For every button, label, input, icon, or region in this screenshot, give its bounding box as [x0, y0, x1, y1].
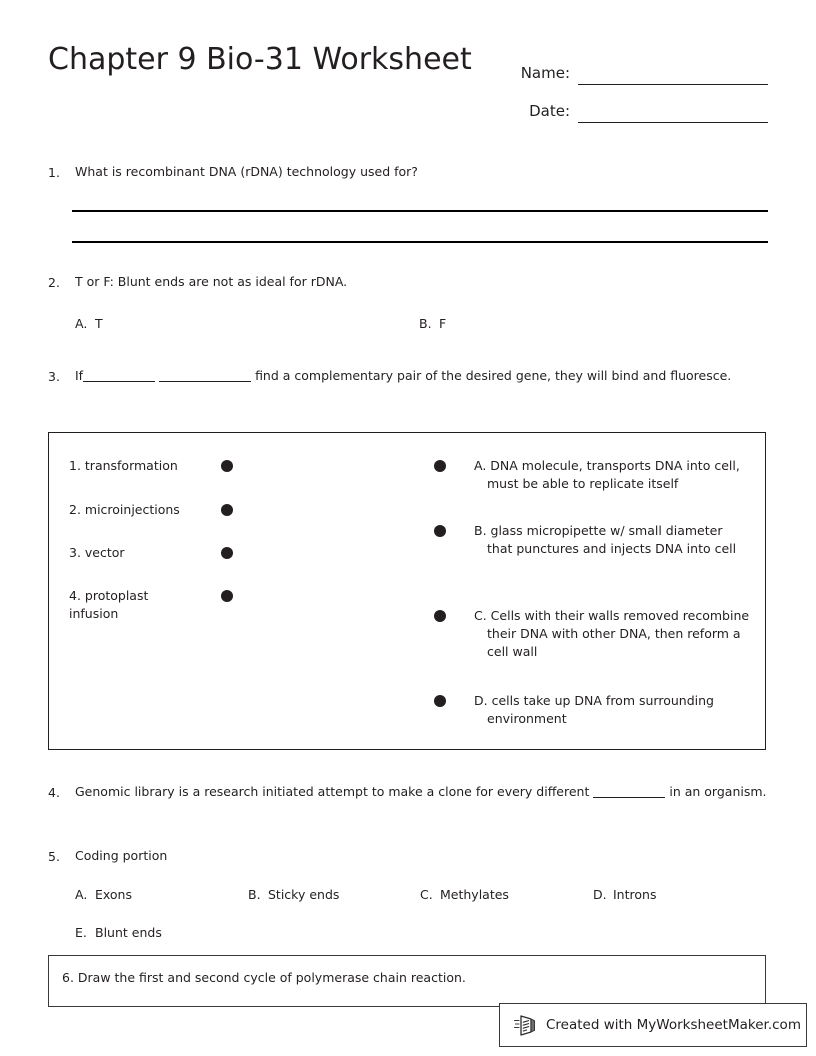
question-2-option-b[interactable]: [419, 316, 446, 331]
question-2-option-b-letter: B.: [419, 316, 432, 331]
question-5-option-a-letter: A.: [75, 887, 88, 902]
matching-left-item-3[interactable]: [69, 544, 269, 587]
question-2: [48, 273, 768, 292]
name-label: Name:: [520, 64, 570, 82]
question-1-text: What is recombinant DNA (rDNA) technology used for?: [75, 164, 418, 179]
question-1-answer-line-1[interactable]: [72, 210, 768, 212]
question-3-blank-2[interactable]: [159, 381, 251, 382]
matching-left-item-1[interactable]: [69, 457, 269, 501]
matching-right-dot-a[interactable]: [434, 460, 446, 472]
matching-right-dot-b[interactable]: [434, 525, 446, 537]
date-row: [503, 85, 768, 123]
question-2-option-b-label: F: [439, 316, 447, 331]
matching-exercise-box: [48, 432, 766, 750]
matching-left-dot-4[interactable]: [221, 590, 233, 602]
question-2-option-a-letter: A.: [75, 316, 88, 331]
question-4-text-before: Genomic library is a research initiated attempt to make a clone for every different: [75, 784, 590, 799]
question-5-option-e[interactable]: [75, 925, 162, 940]
question-4-text-after: in an organism.: [669, 784, 767, 799]
date-label: Date:: [529, 102, 570, 120]
question-5-option-a[interactable]: [75, 887, 132, 902]
matching-left-dot-2[interactable]: [221, 504, 233, 516]
question-5-option-d-letter: D.: [593, 887, 607, 902]
worksheet-maker-logo-icon: [514, 1013, 536, 1037]
matching-right-item-c-label: C. Cells with their walls removed recombine their DNA with other DNA, then reform a cell wall: [474, 608, 750, 660]
name-input-line[interactable]: [578, 62, 768, 85]
question-2-option-a-label: T: [95, 316, 103, 331]
question-6-text: 6. Draw the first and second cycle of polymerase chain reaction.: [62, 970, 466, 985]
question-6-draw-box[interactable]: [48, 955, 766, 1007]
question-3-blank-1[interactable]: [83, 381, 155, 382]
matching-left-dot-3[interactable]: [221, 547, 233, 559]
matching-left-item-2-label: 2. microinjections: [69, 502, 180, 517]
question-5-option-a-label: Exons: [95, 887, 132, 902]
matching-right-column: [426, 457, 751, 740]
matching-right-item-a-label: A. DNA molecule, transports DNA into cell, must be able to replicate itself: [474, 458, 740, 492]
question-2-option-a[interactable]: [75, 316, 103, 331]
matching-right-dot-c[interactable]: [434, 610, 446, 622]
page-title: Chapter 9 Bio-31 Worksheet: [48, 42, 472, 77]
question-5-text: Coding portion: [75, 848, 168, 863]
matching-left-item-4-label-line1: 4. protoplast: [69, 588, 149, 603]
date-input-line[interactable]: [578, 100, 768, 123]
matching-right-item-b[interactable]: [426, 522, 751, 607]
worksheet-header: [48, 42, 768, 132]
matching-right-item-a[interactable]: [426, 457, 751, 522]
matching-left-item-4-label-line2: infusion: [69, 606, 119, 622]
question-3: [48, 367, 768, 386]
question-5-option-e-letter: E.: [75, 925, 87, 940]
matching-right-item-b-label: B. glass micropipette w/ small diameter that punctures and injects DNA into cell: [474, 523, 737, 557]
question-5-option-c-letter: C.: [420, 887, 433, 902]
question-5-options: [48, 887, 768, 947]
question-2-text: T or F: Blunt ends are not as ideal for rDNA.: [75, 274, 348, 289]
matching-right-dot-d[interactable]: [434, 695, 446, 707]
matching-left-column: [69, 457, 269, 631]
matching-right-item-d[interactable]: [426, 692, 751, 740]
question-5: [48, 847, 768, 866]
created-with-badge[interactable]: [499, 1003, 807, 1047]
name-row: [503, 47, 768, 85]
question-5-option-d-label: Introns: [613, 887, 657, 902]
question-5-option-b[interactable]: [248, 887, 339, 902]
name-date-block: [503, 47, 768, 123]
created-with-badge-text: Created with MyWorksheetMaker.com: [546, 1017, 801, 1033]
question-1-answer-line-2[interactable]: [72, 241, 768, 243]
matching-left-dot-1[interactable]: [221, 460, 233, 472]
question-1-number: 1.: [48, 165, 60, 180]
matching-left-item-3-label: 3. vector: [69, 545, 125, 560]
matching-left-item-2[interactable]: [69, 501, 269, 544]
question-1: [48, 163, 768, 182]
question-2-number: 2.: [48, 275, 60, 290]
matching-right-item-d-label: D. cells take up DNA from surrounding environment: [474, 693, 714, 727]
question-3-text-before: If: [75, 368, 84, 383]
question-5-option-b-label: Sticky ends: [268, 887, 340, 902]
question-5-option-c-label: Methylates: [440, 887, 509, 902]
question-3-text: [75, 367, 768, 385]
question-5-option-d[interactable]: [593, 887, 656, 902]
question-5-option-e-label: Blunt ends: [95, 925, 162, 940]
matching-left-item-1-label: 1. transformation: [69, 458, 178, 473]
question-4: [48, 783, 768, 802]
question-5-number: 5.: [48, 849, 60, 864]
question-2-options: [48, 316, 768, 340]
question-4-blank[interactable]: [593, 797, 665, 798]
matching-right-item-c[interactable]: [426, 607, 751, 692]
matching-left-item-4[interactable]: [69, 587, 269, 631]
question-3-text-after: find a complementary pair of the desired gene, they will bind and fluoresce.: [255, 368, 732, 383]
question-4-number: 4.: [48, 785, 60, 800]
question-5-option-c[interactable]: [420, 887, 509, 902]
question-4-text: [75, 783, 768, 801]
question-3-number: 3.: [48, 369, 60, 384]
question-5-option-b-letter: B.: [248, 887, 261, 902]
